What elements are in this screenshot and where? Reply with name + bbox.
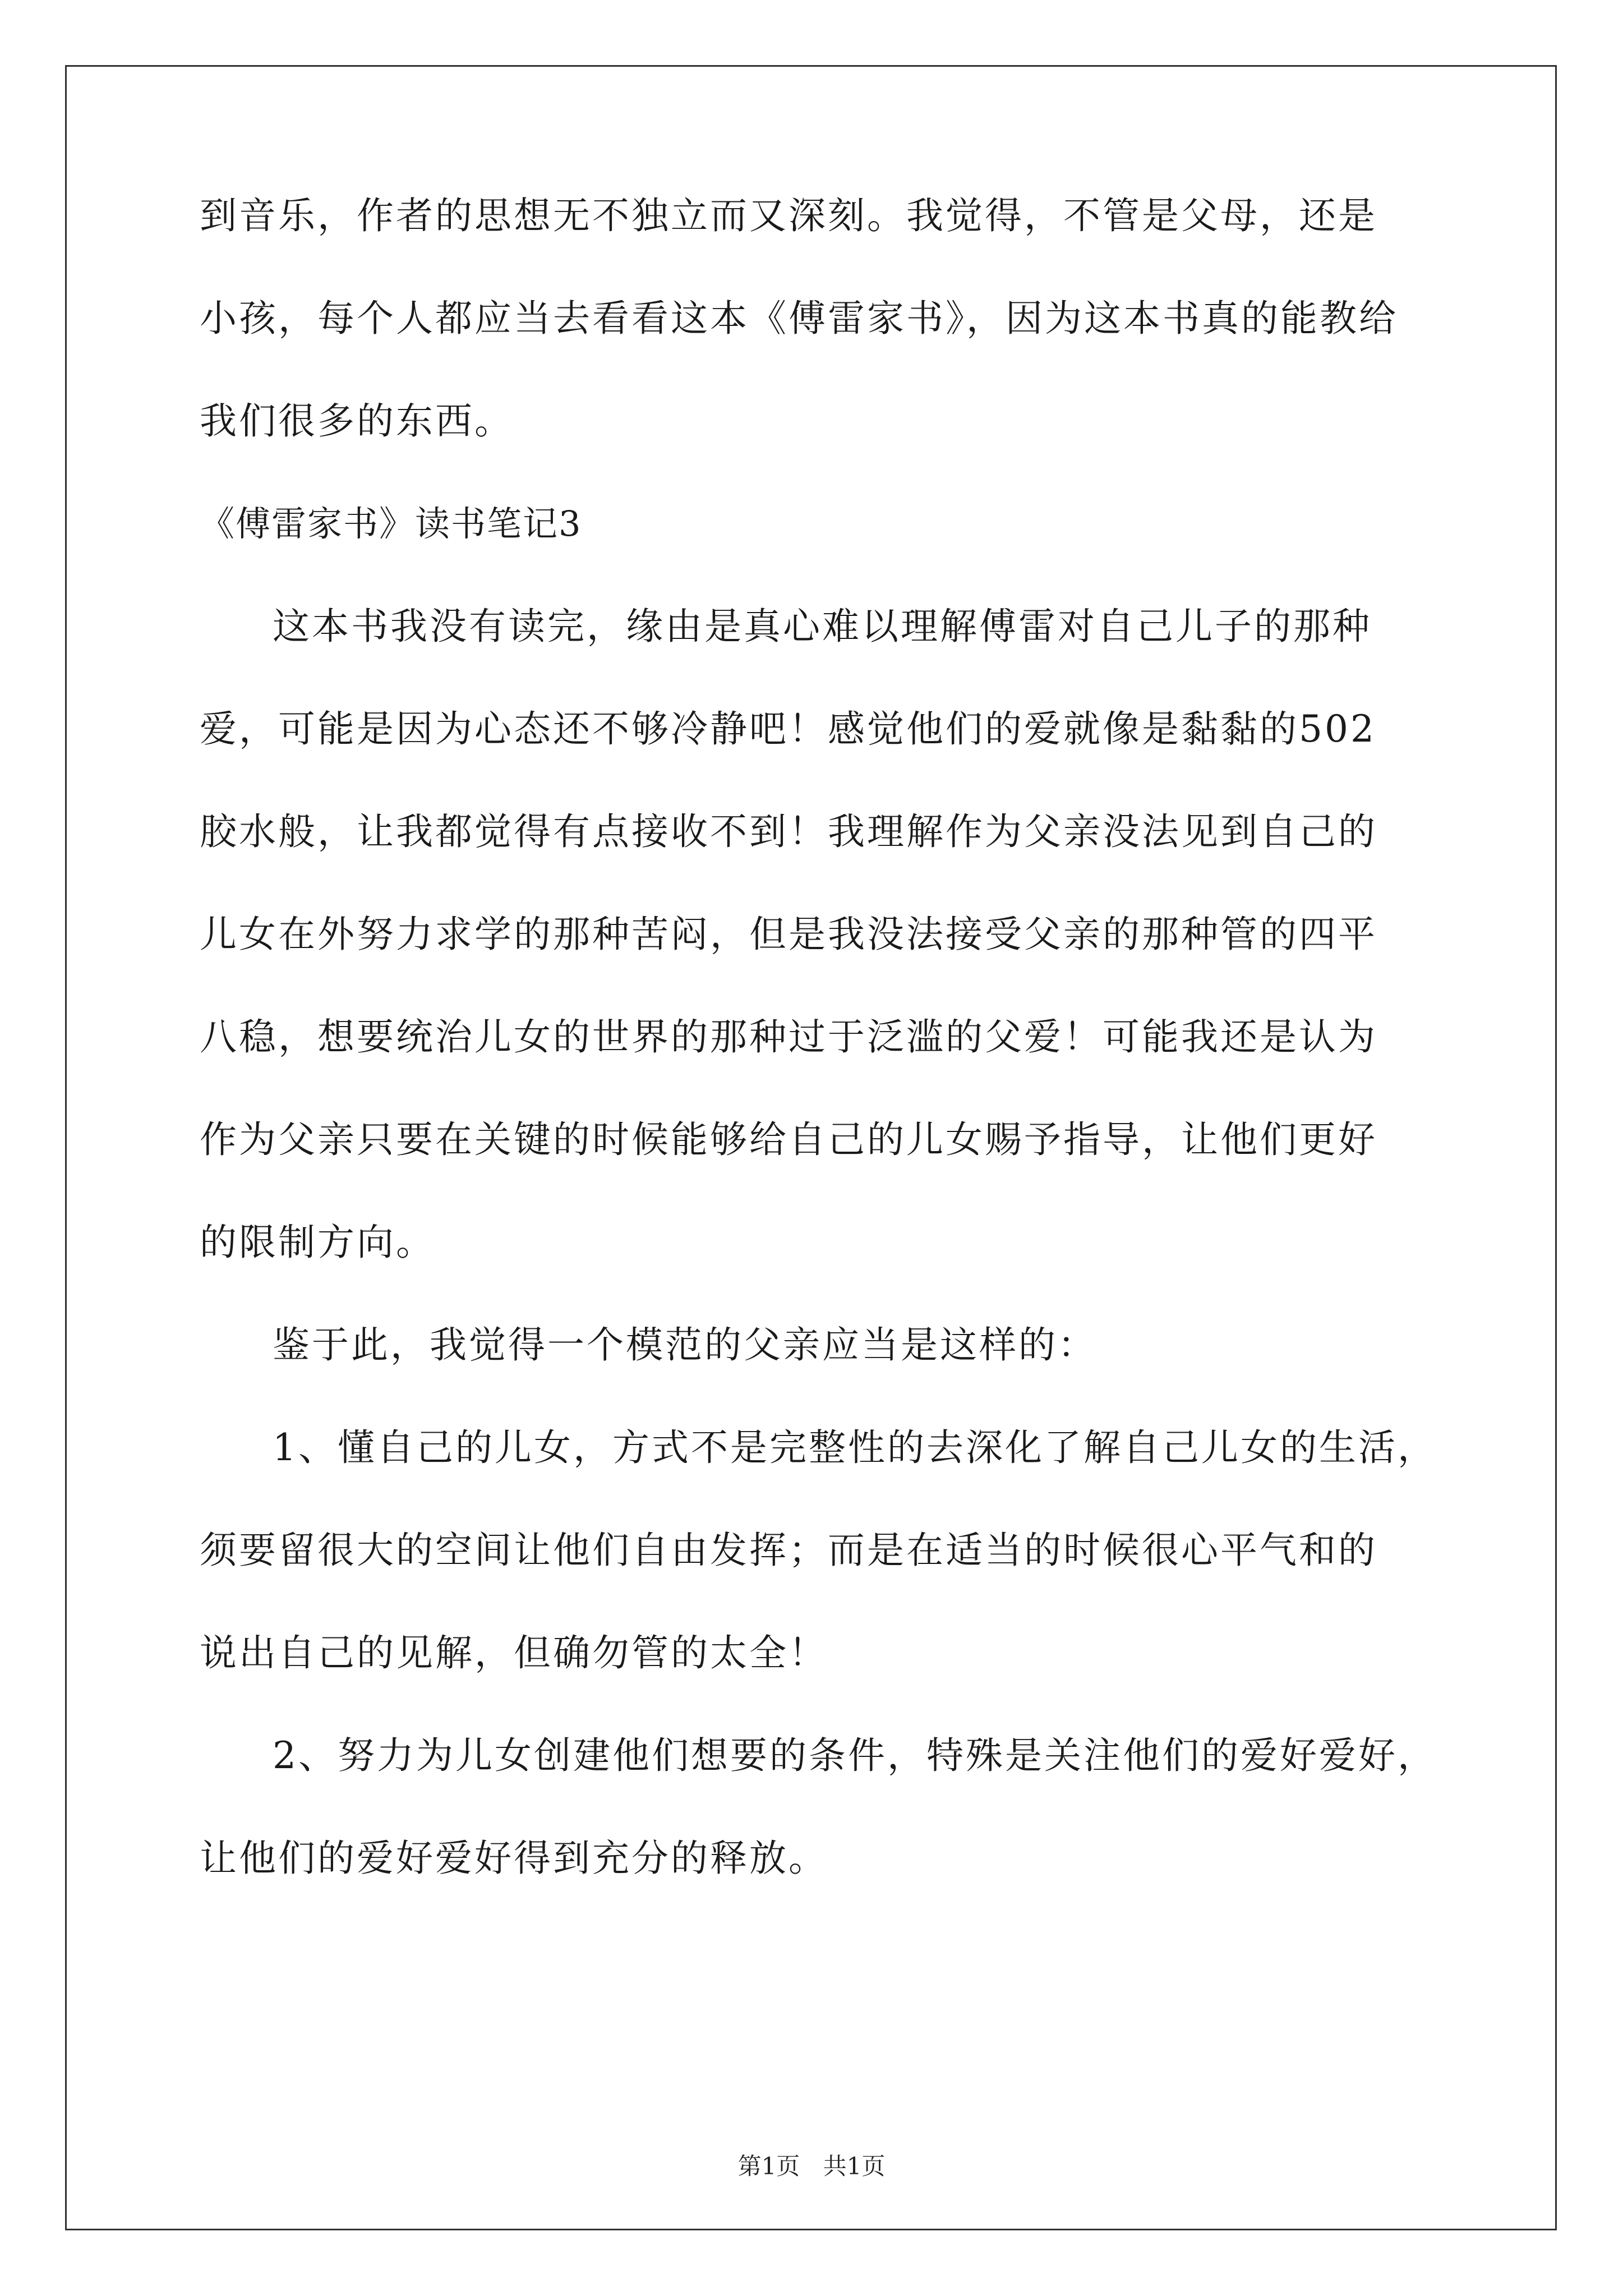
text-line: 到音乐，作者的思想无不独立而又深刻。我觉得，不管是父母，还是 xyxy=(200,194,1377,237)
text-line: 我们很多的东西。 xyxy=(200,399,514,443)
text-line: 说出自己的见解，但确勿管的太全！ xyxy=(200,1631,828,1674)
paragraph xyxy=(200,1320,1428,1370)
text-line: 小孩，每个人都应当去看看这本《傅雷家书》，因为这本书真的能教给 xyxy=(200,297,1398,340)
page-footer xyxy=(0,2152,1623,2180)
paragraph xyxy=(200,191,1428,447)
paragraph xyxy=(200,601,1428,1268)
text-line: 1、懂自己的儿女，方式不是完整性的去深化了解自己儿女的生活， xyxy=(273,1426,1437,1469)
text-line: 这本书我没有读完，缘由是真心难以理解傅雷对自己儿子的那种 xyxy=(273,605,1372,648)
text-line: 八稳，想要统治儿女的世界的那种过于泛滥的父爱！可能我还是认为 xyxy=(200,1015,1377,1059)
text-line: 鉴于此，我觉得一个模范的父亲应当是这样的： xyxy=(273,1323,1097,1366)
page-number: 第1页 xyxy=(737,2152,800,2180)
text-line: 须要留很大的空间让他们自由发挥；而是在适当的时候很心平气和的 xyxy=(200,1529,1377,1572)
paragraph xyxy=(200,1731,1437,1884)
document-body xyxy=(200,191,1437,1884)
section-heading xyxy=(200,499,1428,549)
page-total: 共1页 xyxy=(823,2152,886,2180)
text-line: 爱，可能是因为心态还不够冷静吧！感觉他们的爱就像是黏黏的502 xyxy=(200,707,1376,751)
text-line: 作为父亲只要在关键的时候能够给自己的儿女赐予指导，让他们更好 xyxy=(200,1118,1377,1161)
text-line: 2、努力为儿女创建他们想要的条件，特殊是关注他们的爱好爱好， xyxy=(273,1734,1437,1777)
heading-text: 《傅雷家书》读书笔记3 xyxy=(200,503,582,544)
text-line: 的限制方向。 xyxy=(200,1221,435,1264)
text-line: 胶水般，让我都觉得有点接收不到！我理解作为父亲没法见到自己的 xyxy=(200,810,1377,853)
text-line: 让他们的爱好爱好得到充分的释放。 xyxy=(200,1837,828,1880)
text-line: 儿女在外努力求学的那种苦闷，但是我没法接受父亲的那种管的四平 xyxy=(200,913,1377,956)
paragraph xyxy=(200,1423,1437,1678)
